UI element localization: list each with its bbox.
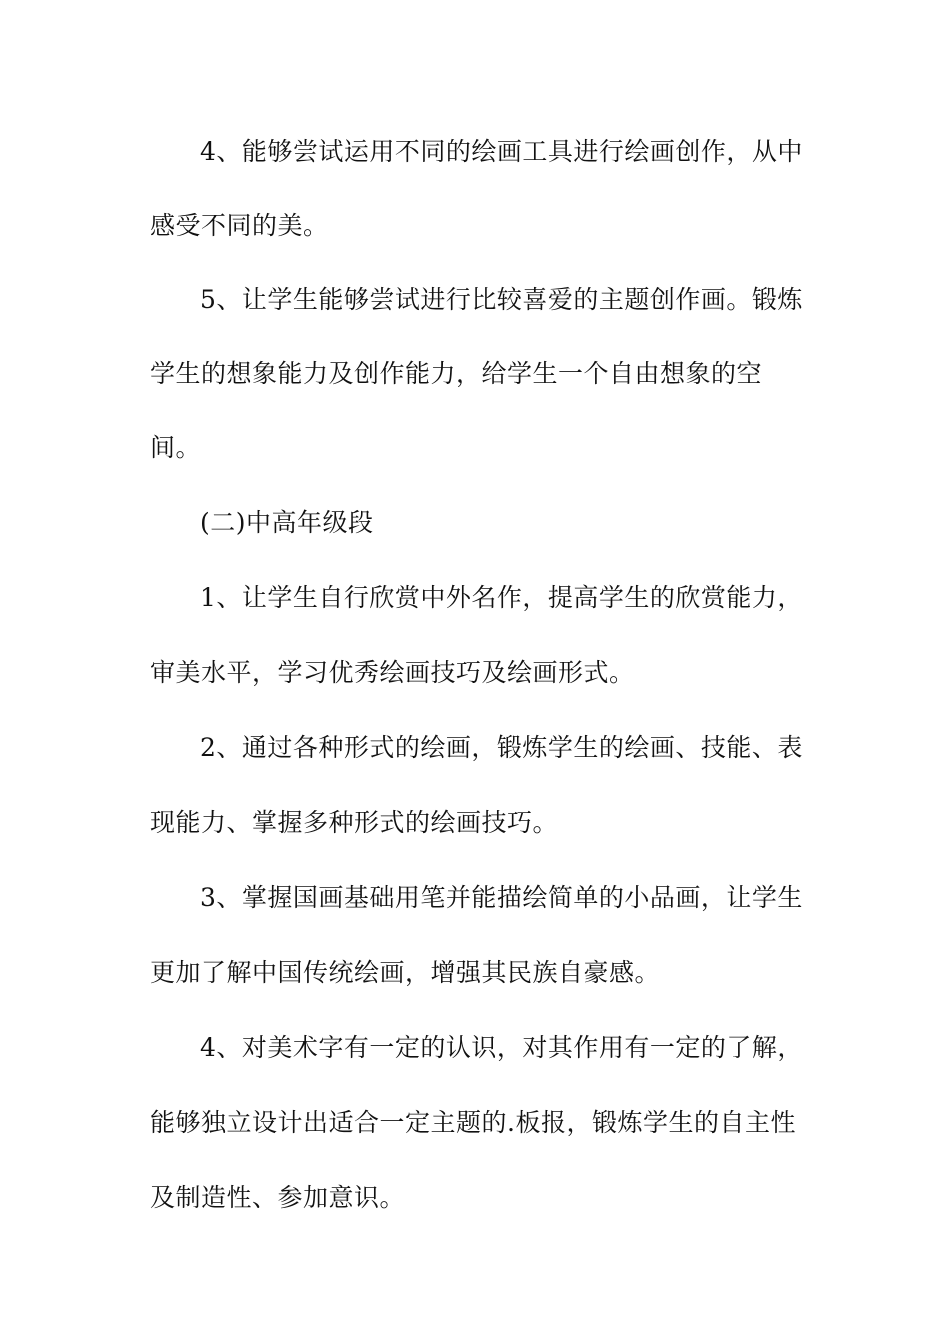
paragraph-2-line-1: 5、让学生能够尝试进行比较喜爱的主题创作画。锻炼 bbox=[200, 285, 803, 314]
paragraph-3-line-2: 审美水平，学习优秀绘画技巧及绘画形式。 bbox=[150, 658, 635, 687]
paragraph-4-line-1: 2、通过各种形式的绘画，锻炼学生的绘画、技能、表 bbox=[200, 733, 803, 762]
paragraph-3-line-1: 1、让学生自行欣赏中外名作，提高学生的欣赏能力， bbox=[200, 583, 803, 612]
paragraph-6-line-3: 及制造性、参加意识。 bbox=[150, 1183, 406, 1212]
paragraph-1-line-2: 感受不同的美。 bbox=[150, 211, 329, 240]
paragraph-1-line-1: 4、能够尝试运用不同的绘画工具进行绘画创作，从中 bbox=[200, 137, 803, 166]
paragraph-2-line-2: 学生的想象能力及创作能力，给学生一个自由想象的空 bbox=[150, 359, 763, 388]
paragraph-2-line-3: 间。 bbox=[150, 433, 202, 462]
paragraph-6-line-1: 4、对美术字有一定的认识，对其作用有一定的了解， bbox=[200, 1033, 803, 1062]
paragraph-6-line-2: 能够独立设计出适合一定主题的.板报，锻炼学生的自主性 bbox=[150, 1108, 796, 1137]
paragraph-5-line-2: 更加了解中国传统绘画，增强其民族自豪感。 bbox=[150, 958, 661, 987]
paragraph-4-line-2: 现能力、掌握多种形式的绘画技巧。 bbox=[150, 808, 559, 837]
paragraph-5-line-1: 3、掌握国画基础用笔并能描绘简单的小品画，让学生 bbox=[200, 883, 803, 912]
section-heading: (二)中高年级段 bbox=[200, 508, 374, 537]
